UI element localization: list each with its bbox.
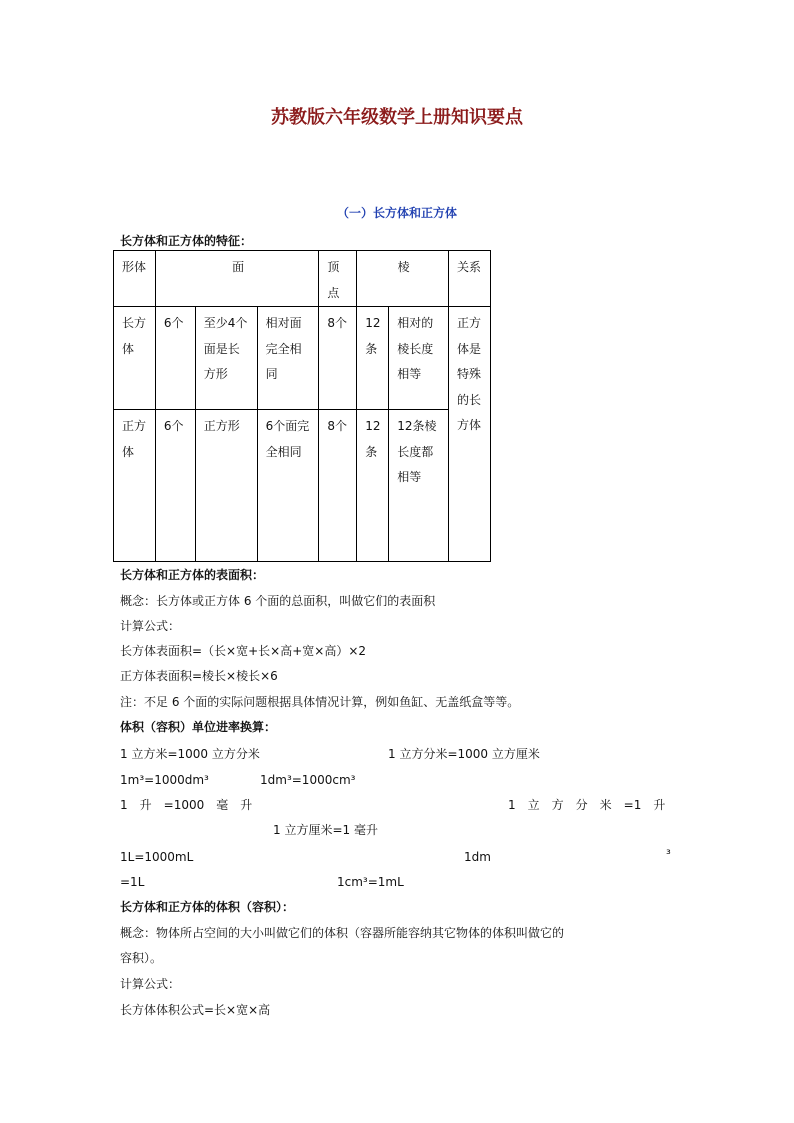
cell-face-type: 正方形 (195, 410, 257, 562)
unit-line: 1 立 方 分 米 =1 升 (508, 798, 666, 812)
unit-line: 1L=1000mL (120, 850, 194, 864)
cell-vertex: 8个 (319, 307, 357, 410)
table-row (114, 307, 491, 410)
page-title: 苏教版六年级数学上册知识要点 (271, 107, 523, 128)
volume-formula-label: 计算公式： (120, 977, 181, 991)
cell-face-count: 6个 (155, 307, 195, 410)
section-heading: （一）长方体和正方体 (336, 206, 457, 220)
cell-face-count: 6个 (155, 410, 195, 562)
unit-line: 1dm³=1000cm³ (260, 773, 356, 787)
cell-face-relation: 6个面完全相同 (257, 410, 319, 562)
volume-concept: 概念：物体所占空间的大小叫做它们的体积（容器所能容纳其它物体的体积叫做它的 (120, 926, 565, 940)
unit-line: 1 立方分米=1000 立方厘米 (388, 747, 540, 761)
units-heading: 体积（容积）单位进率换算： (120, 720, 277, 734)
cell-edge-relation: 相对的棱长度相等 (389, 307, 449, 410)
surface-note: 注：不足 6 个面的实际问题根据具体情况计算，例如鱼缸、无盖纸盒等等。 (120, 695, 520, 709)
unit-line: 1 立方米=1000 立方分米 (120, 747, 260, 761)
header-relation: 关系 (449, 251, 491, 307)
cell-edge-count: 12条 (357, 307, 389, 410)
cell-face-type: 至少4个面是长方形 (195, 307, 257, 410)
volume-heading: 长方体和正方体的体积（容积）： (120, 900, 295, 914)
volume-concept: 容积）。 (120, 951, 163, 965)
cell-shape: 正方体 (114, 410, 156, 562)
unit-line: 1 升 =1000 毫 升 (120, 798, 253, 812)
unit-line: 1dm (464, 850, 491, 864)
volume-cuboid-formula: 长方体体积公式=长×宽×高 (120, 1003, 271, 1017)
cell-edge-relation: 12条棱长度都相等 (389, 410, 449, 562)
header-shape: 形体 (114, 251, 156, 307)
cell-edge-count: 12条 (357, 410, 389, 562)
header-vertex: 顶点 (319, 251, 357, 307)
unit-line: 1m³=1000dm³ (120, 773, 209, 787)
header-face: 面 (155, 251, 318, 307)
surface-cube-formula: 正方体表面积=棱长×棱长×6 (120, 669, 278, 683)
unit-line: =1L (120, 875, 145, 889)
surface-cuboid-formula: 长方体表面积=（长×宽+长×高+宽×高）×2 (120, 644, 367, 658)
surface-concept: 概念：长方体或正方体 6 个面的总面积，叫做它们的表面积 (120, 594, 436, 608)
header-edge: 棱 (357, 251, 449, 307)
cell-face-relation: 相对面完全相同 (257, 307, 319, 410)
surface-formula-label: 计算公式： (120, 619, 181, 633)
table-row (114, 410, 491, 562)
surface-heading: 长方体和正方体的表面积： (120, 568, 265, 582)
unit-line: 1cm³=1mL (337, 875, 404, 889)
unit-line: ³ (666, 847, 671, 861)
unit-line: 1 立方厘米=1 毫升 (273, 823, 378, 837)
cell-vertex: 8个 (319, 410, 357, 562)
cell-shape: 长方体 (114, 307, 156, 410)
features-heading: 长方体和正方体的特征： (120, 234, 253, 248)
features-table (113, 250, 491, 562)
cell-relation: 正方体是特殊的长方体 (449, 307, 491, 562)
table-row (114, 251, 491, 307)
